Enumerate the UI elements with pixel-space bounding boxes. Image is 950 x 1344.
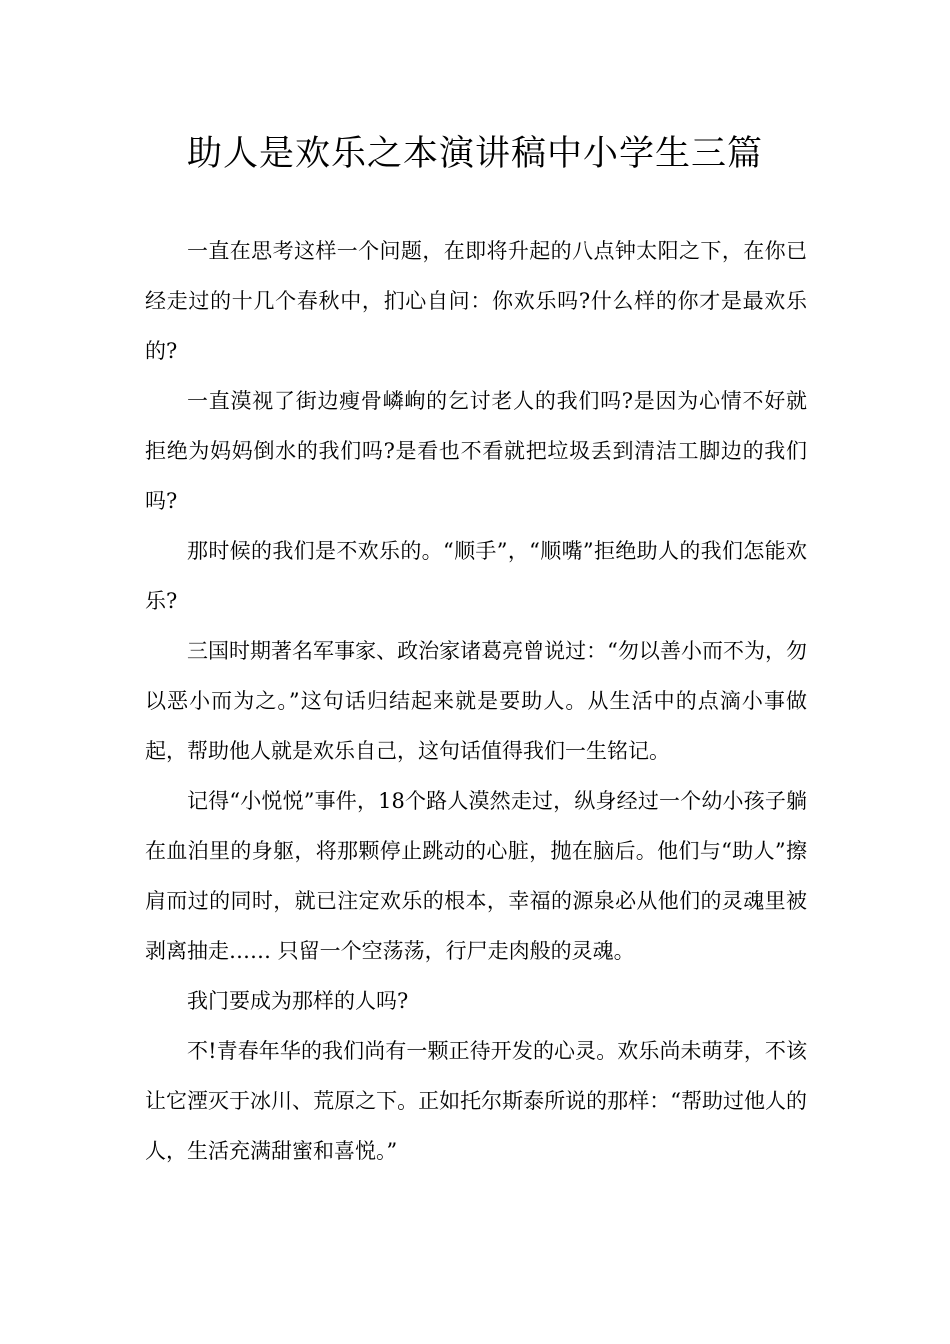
document-title: 助人是欢乐之本演讲稿中小学生三篇 <box>186 134 763 174</box>
paragraph-6: 我门要成为那样的人吗? <box>187 989 409 1013</box>
paragraph-4: 三国时期著名军事家、政治家诸葛亮曾说过：“勿以善小而不为，勿以恶小而为之。”这句话归结起来就是要助人。从生活中的点滴小事做起，帮助他人就是欢乐自己，这句话值得我们一生铭记。 <box>145 639 807 763</box>
paragraph-1: 一直在思考这样一个问题，在即将升起的八点钟太阳之下，在你已经走过的十几个春秋中，扪心自问：你欢乐吗?什么样的你才是最欢乐的? <box>145 239 807 363</box>
paragraph-3: 那时候的我们是不欢乐的。“顺手”，“顺嘴”拒绝助人的我们怎能欢乐? <box>145 539 807 613</box>
paragraph-2: 一直漠视了街边瘦骨嶙峋的乞讨老人的我们吗?是因为心情不好就拒绝为妈妈倒水的我们吗?是看也不看就把垃圾丢到清洁工脚边的我们吗? <box>145 389 807 513</box>
paragraph-7: 不!青春年华的我们尚有一颗正待开发的心灵。欢乐尚未萌芽，不该让它湮灭于冰川、荒原之下。正如托尔斯泰所说的那样：“帮助过他人的人，生活充满甜蜜和喜悦。” <box>145 1039 807 1163</box>
document-body <box>145 226 807 1176</box>
paragraph-5: 记得“小悦悦”事件，18个路人漠然走过，纵身经过一个幼小孩子躺在血泊里的身躯，将那颗停止跳动的心脏，抛在脑后。他们与“助人”擦肩而过的同时，就已注定欢乐的根本，幸福的源泉必从他们的灵魂里被剥离抽走…… 只留一个空荡荡，行尸走肉般的灵魂。 <box>145 789 807 963</box>
